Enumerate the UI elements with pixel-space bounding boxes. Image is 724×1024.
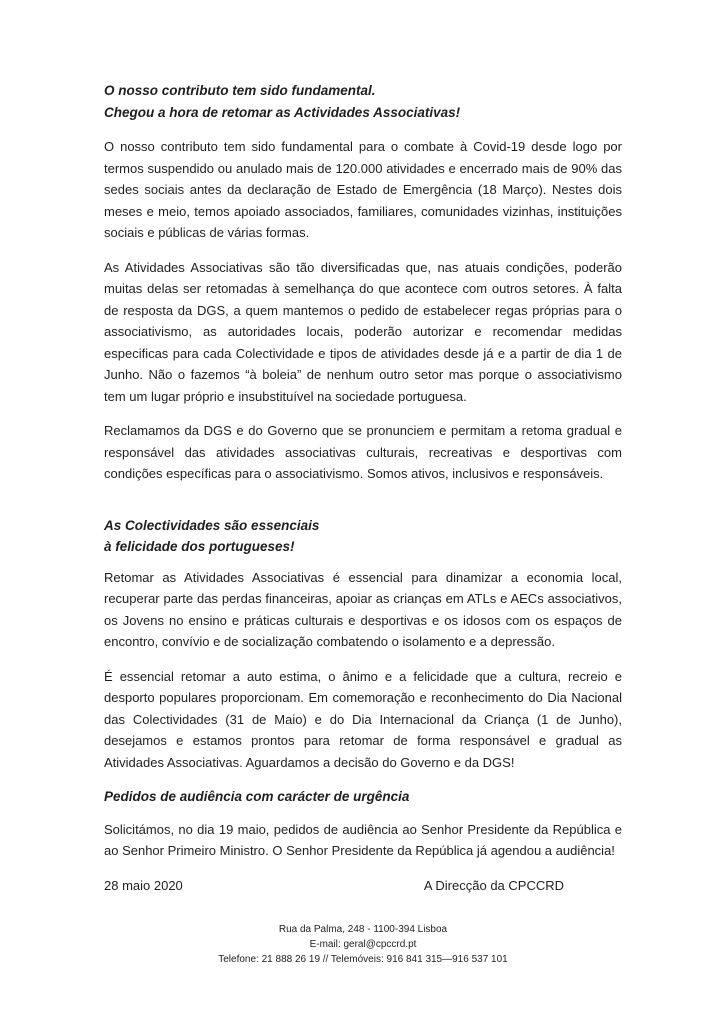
colectividades-heading-line2: à felicidade dos portugueses!: [104, 539, 295, 554]
document-date: 28 maio 2020: [104, 877, 183, 893]
intro-heading-line1: O nosso contributo tem sido fundamental.: [104, 83, 376, 98]
paragraph-essencial: É essencial retomar a auto estima, o ânimo e a felicidade que a cultura, recreio e desporto populares proporcionam. Em comemoração e reconhecimento do Dia Nacional das Colectividades (31 de Maio) e do Dia Internacional da Criança (1 de Junho), desejamos e estamos prontos para retomar de forma responsável e gradual as Atividades Associativas. Aguardamos a decisão do Governo e da DGS!: [104, 668, 622, 770]
colectividades-heading: [104, 515, 622, 558]
paragraph-contributo: O nosso contributo tem sido fundamental para o combate à Covid-19 desde logo por termos suspendido ou anulado mais de 120.000 atividades e encerrado mais de 90% das sedes sociais antes da declaração de Estado de Emergência (18 Março). Nestes dois meses e meio, temos apoiado associados, familiares, comunidades vizinhas, instituições sociais e públicas de várias formas.: [104, 139, 622, 240]
intro-heading-line2: Chegou a hora de retomar as Actividades Associativas!: [104, 104, 461, 120]
document-footer: [104, 922, 622, 967]
footer-email: E-mail: geral@cpccrd.pt: [309, 939, 417, 950]
signature: A Direcção da CPCCRD: [423, 877, 564, 893]
paragraph-solicitamos: Solicitámos, no dia 19 maio, pedidos de audiência ao Senhor Presidente da República e ao Senhor Primeiro Ministro. O Senhor Presidente da República já agendou a audiência!: [104, 821, 622, 858]
paragraph-reclamamos: Reclamamos da DGS e do Governo que se pronunciem e permitam a retoma gradual e responsável das atividades associativas culturais, recreativas e desportivas com condições específicas para o associativismo. Somos ativos, inclusivos e responsáveis.: [104, 423, 622, 481]
paragraph-diversificadas: As Atividades Associativas são tão diversificadas que, nas atuais condições, poderão muitas delas ser retomadas à semelhança do que acontece com outros setores. À falta de resposta da DGS, a quem mantemos o pedido de estabelecer regas próprias para o associativismo, as autoridades locais, poderão autorizar e recomendar medidas especificas para cada Colectividade e tipos de atividades desde já e a partir de dia 1 de Junho. Não o fazemos “à boleia” de nenhum outro setor mas porque o associativismo tem um lugar próprio e insubstituível na sociedade portuguesa.: [104, 259, 622, 404]
paragraph-retomar: Retomar as Atividades Associativas é essencial para dinamizar a economia local, recuperar parte das perdas financeiras, apoiar as crianças em ATLs e AECs associativos, os Jovens no ensino e práticas culturais e desportivas e os idosos com os espaços de encontro, convívio e de socialização combatendo o isolamento e a depressão.: [104, 569, 622, 649]
audiencia-heading: Pedidos de audiência com carácter de urgência: [104, 789, 410, 804]
footer-address: Rua da Palma, 248 - 1100-394 Lisboa: [278, 924, 448, 935]
signoff-row: [104, 875, 622, 897]
footer-phones: Telefone: 21 888 26 19 // Telemóveis: 916 841 315—916 537 101: [218, 954, 508, 965]
colectividades-heading-line1: As Colectividades são essenciais: [104, 517, 320, 533]
intro-heading: [104, 80, 622, 123]
